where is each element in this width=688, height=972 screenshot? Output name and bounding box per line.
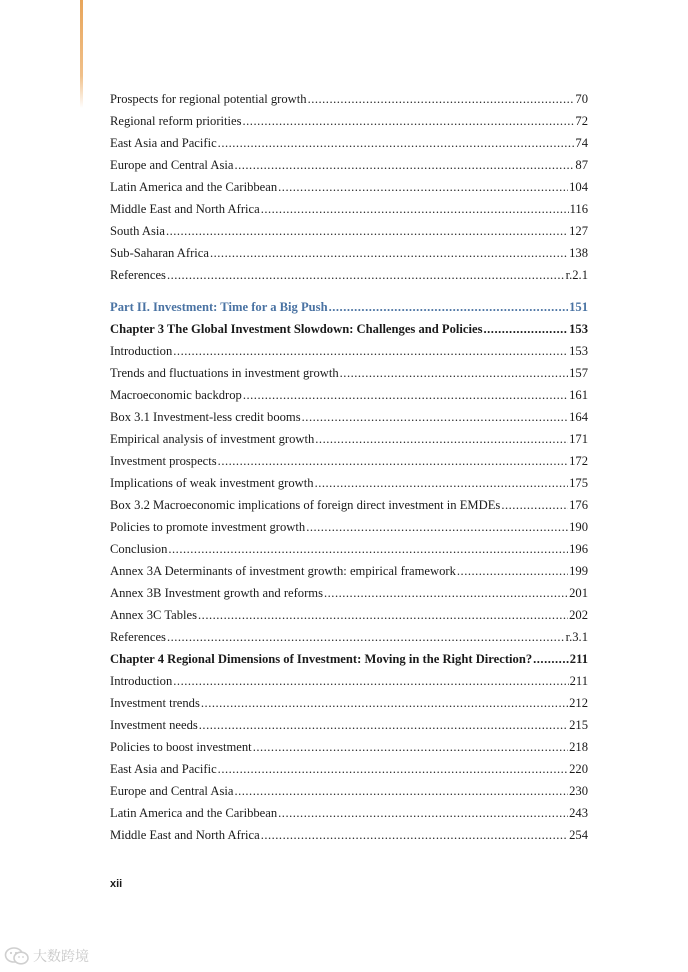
toc-entry[interactable] <box>110 516 588 538</box>
toc-entry-title: Chapter 4 Regional Dimensions of Investment: Moving in the Right Direction? <box>110 652 533 666</box>
toc-entry[interactable] <box>110 362 588 384</box>
toc-entry-page-number: 230 <box>569 784 588 798</box>
toc-entry-page-number: 202 <box>569 608 588 622</box>
toc-entry[interactable] <box>110 132 588 154</box>
toc-entry-page-number: 243 <box>569 806 588 820</box>
dot-leader <box>218 450 568 472</box>
toc-entry-title: Investment trends <box>110 696 200 710</box>
wechat-logo-icon <box>4 946 30 966</box>
toc-entry[interactable] <box>110 714 588 736</box>
toc-entry[interactable] <box>110 264 588 286</box>
watermark-text: 大数跨境 <box>33 949 89 965</box>
toc-entry-title: Latin America and the Caribbean <box>110 180 278 194</box>
dot-leader <box>173 670 568 692</box>
dot-leader <box>340 362 568 384</box>
dot-leader <box>302 406 568 428</box>
toc-entry-title: East Asia and Pacific <box>110 136 217 150</box>
dot-leader <box>253 736 568 758</box>
dot-leader <box>234 780 568 802</box>
dot-leader <box>533 648 569 670</box>
toc-entry-title: Part II. Investment: Time for a Big Push <box>110 300 328 314</box>
toc-entry-title: Trends and fluctuations in investment growth <box>110 366 339 380</box>
toc-entry-page-number: 164 <box>569 410 588 424</box>
toc-entry-page-number: 176 <box>569 498 588 512</box>
toc-entry-title: Annex 3B Investment growth and reforms <box>110 586 323 600</box>
toc-entry-page-number: 199 <box>569 564 588 578</box>
toc-entry[interactable] <box>110 648 588 670</box>
toc-entry[interactable] <box>110 626 588 648</box>
toc-entry[interactable] <box>110 318 588 340</box>
dot-leader <box>278 802 568 824</box>
toc-entry-title: Investment needs <box>110 718 198 732</box>
toc-entry[interactable] <box>110 340 588 362</box>
toc-entry[interactable] <box>110 198 588 220</box>
page-folio: xii <box>110 878 123 890</box>
toc-entry-page-number: 161 <box>569 388 588 402</box>
table-of-contents <box>110 88 588 846</box>
toc-entry-page-number: 254 <box>569 828 588 842</box>
toc-entry[interactable] <box>110 582 588 604</box>
toc-entry[interactable] <box>110 450 588 472</box>
toc-entry-page-number: 212 <box>569 696 588 710</box>
toc-entry[interactable] <box>110 692 588 714</box>
toc-entry-page-number: r.2.1 <box>565 268 588 282</box>
toc-entry[interactable] <box>110 604 588 626</box>
dot-leader <box>315 472 569 494</box>
toc-entry-title: Annex 3A Determinants of investment growth: empirical framework <box>110 564 456 578</box>
toc-entry-title: Box 3.2 Macroeconomic implications of foreign direct investment in EMDEs <box>110 498 501 512</box>
dot-leader <box>199 714 568 736</box>
toc-entry[interactable] <box>110 802 588 824</box>
dot-leader <box>168 538 568 560</box>
toc-entry-page-number: 70 <box>575 92 588 106</box>
dot-leader <box>324 582 568 604</box>
toc-entry-page-number: 116 <box>569 202 588 216</box>
toc-entry-title: Prospects for regional potential growth <box>110 92 307 106</box>
dot-leader <box>308 88 575 110</box>
toc-entry[interactable] <box>110 242 588 264</box>
toc-entry-page-number: 153 <box>569 322 588 336</box>
toc-entry-title: Europe and Central Asia <box>110 784 234 798</box>
toc-entry-title: Sub-Saharan Africa <box>110 246 209 260</box>
toc-entry-page-number: 72 <box>575 114 588 128</box>
toc-entry-page-number: 151 <box>569 300 588 314</box>
dot-leader <box>315 428 568 450</box>
dot-leader <box>201 692 568 714</box>
accent-rule <box>80 0 83 108</box>
dot-leader <box>243 384 568 406</box>
toc-entry-title: Implications of weak investment growth <box>110 476 314 490</box>
dot-leader <box>210 242 568 264</box>
toc-entry[interactable] <box>110 110 588 132</box>
toc-entry-page-number: 211 <box>569 674 588 688</box>
toc-entry[interactable] <box>110 736 588 758</box>
toc-entry[interactable] <box>110 560 588 582</box>
dot-leader <box>501 494 568 516</box>
dot-leader <box>173 340 568 362</box>
toc-entry-title: Empirical analysis of investment growth <box>110 432 315 446</box>
dot-leader <box>484 318 569 340</box>
toc-entry-page-number: 175 <box>569 476 588 490</box>
toc-entry-page-number: 171 <box>569 432 588 446</box>
toc-entry[interactable] <box>110 154 588 176</box>
dot-leader <box>234 154 574 176</box>
toc-entry[interactable] <box>110 758 588 780</box>
dot-leader <box>261 198 569 220</box>
toc-entry[interactable] <box>110 494 588 516</box>
toc-entry-page-number: 87 <box>575 158 588 172</box>
toc-entry[interactable] <box>110 220 588 242</box>
toc-entry-title: Introduction <box>110 674 173 688</box>
toc-entry-page-number: 74 <box>575 136 588 150</box>
toc-entry-page-number: 190 <box>569 520 588 534</box>
toc-entry-title: Middle East and North Africa <box>110 202 260 216</box>
dot-leader <box>167 626 565 648</box>
dot-leader <box>278 176 568 198</box>
toc-entry-title: Regional reform priorities <box>110 114 242 128</box>
watermark <box>4 946 89 966</box>
dot-leader <box>218 758 568 780</box>
toc-entry-page-number: 127 <box>569 224 588 238</box>
toc-entry[interactable] <box>110 428 588 450</box>
toc-entry[interactable] <box>110 538 588 560</box>
toc-entry-page-number: 196 <box>569 542 588 556</box>
toc-entry-page-number: r.3.1 <box>565 630 588 644</box>
toc-entry[interactable] <box>110 176 588 198</box>
toc-entry[interactable] <box>110 670 588 692</box>
toc-entry-title: Conclusion <box>110 542 168 556</box>
toc-entry-page-number: 104 <box>569 180 588 194</box>
toc-entry[interactable] <box>110 406 588 428</box>
dot-leader <box>329 296 569 318</box>
toc-entry-title: Europe and Central Asia <box>110 158 234 172</box>
toc-entry-title: Policies to promote investment growth <box>110 520 306 534</box>
dot-leader <box>306 516 568 538</box>
toc-entry-page-number: 172 <box>569 454 588 468</box>
toc-entry-title: South Asia <box>110 224 165 238</box>
toc-entry-title: East Asia and Pacific <box>110 762 217 776</box>
toc-entry-title: Policies to boost investment <box>110 740 252 754</box>
toc-entry[interactable] <box>110 384 588 406</box>
dot-leader <box>218 132 575 154</box>
toc-entry-title: Latin America and the Caribbean <box>110 806 278 820</box>
toc-entry-page-number: 220 <box>569 762 588 776</box>
dot-leader <box>198 604 568 626</box>
toc-entry[interactable] <box>110 824 588 846</box>
toc-entry-title: Investment prospects <box>110 454 217 468</box>
dot-leader <box>243 110 575 132</box>
toc-entry[interactable] <box>110 780 588 802</box>
toc-entry-title: Annex 3C Tables <box>110 608 198 622</box>
toc-entry[interactable] <box>110 88 588 110</box>
toc-entry-page-number: 201 <box>569 586 588 600</box>
dot-leader <box>261 824 568 846</box>
dot-leader <box>167 264 565 286</box>
toc-entry-title: References <box>110 268 166 282</box>
toc-entry-title: Middle East and North Africa <box>110 828 260 842</box>
dot-leader <box>457 560 568 582</box>
toc-entry-title: References <box>110 630 166 644</box>
toc-entry-page-number: 157 <box>569 366 588 380</box>
dot-leader <box>166 220 568 242</box>
toc-entry-page-number: 218 <box>569 740 588 754</box>
toc-entry[interactable] <box>110 472 588 494</box>
toc-entry-page-number: 215 <box>569 718 588 732</box>
toc-entry[interactable] <box>110 296 588 318</box>
toc-entry-page-number: 138 <box>569 246 588 260</box>
toc-entry-page-number: 211 <box>569 652 588 666</box>
toc-entry-title: Introduction <box>110 344 173 358</box>
toc-entry-title: Macroeconomic backdrop <box>110 388 242 402</box>
toc-entry-title: Box 3.1 Investment-less credit booms <box>110 410 301 424</box>
toc-entry-title: Chapter 3 The Global Investment Slowdown: Challenges and Policies <box>110 322 483 336</box>
toc-entry-page-number: 153 <box>569 344 588 358</box>
